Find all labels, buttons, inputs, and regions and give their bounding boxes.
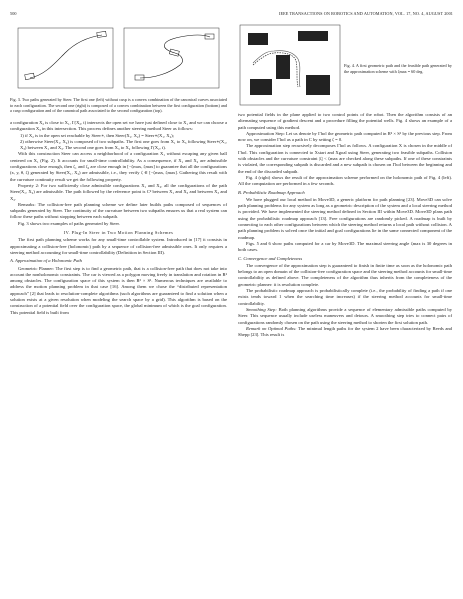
- fig3-left-car-start: [25, 73, 35, 79]
- paragraph: two potential fields in the plane applied to two control points of the robot. Then the algorithm consists of an alternating sequence of gradient descent and a procedure filling the potential wells. Fig. 4 shows an example of a path computed using this method.: [238, 112, 452, 130]
- fig4-obstacle: [276, 55, 290, 79]
- fig4-obstacle: [306, 75, 330, 95]
- paragraph-title: Smoothing Step:: [246, 306, 277, 312]
- fig3-left-frame: [18, 28, 113, 88]
- paragraph-body: Both planning algorithms provide a sequence of elementary admissible paths computed by Steer. This sequence usually include useless maneuvers and detours. A smoothing step tries to connect pairs of configurations randomly chosen on the path using the steering method to shorten the first solution path.: [238, 306, 453, 325]
- fig3-right-path: [140, 35, 210, 78]
- fig3-left-car-goal: [97, 31, 107, 37]
- paragraph: Fig. 3 shows two examples of paths generated by Steer.: [18, 220, 120, 226]
- steer-definition-list: [10, 133, 227, 152]
- paragraph: Figs. 5 and 6 show paths computed for a car by Move3D. The maximal steering angle ζmax is 30 degrees in both cases.: [238, 240, 452, 253]
- fig4-obstacle: [248, 33, 268, 45]
- figure-4-caption: Fig. 4. A first geometric path and the feasible path generated by the approximation scheme with ζmax = 60 deg.: [344, 63, 452, 74]
- left-column: [10, 23, 227, 316]
- paragraph-body: The minimal length paths for the system 2 have been characterized by Reeds and Shepp [23]. This result is: [238, 325, 452, 338]
- figure-4: [238, 23, 452, 109]
- running-header: [10, 11, 453, 19]
- paragraph: The convergence of the approximation step is guaranteed to finish in finite time as soon as the holonomic path belongs to an open domain of the collision-free configuration space and the steering method accounts for small-time controllability as defined above. The completeness of the algorithm thus inherits from the completeness of the geometric planner: it is resolution complete.: [238, 262, 452, 287]
- paragraph: The probabilistic roadmap approach is probabilistically complete (i.e., the probability of finding a path if one exists tends toward 1 when the searching time increases) if the steering method accounts for small-time controllability.: [238, 288, 452, 306]
- subsection-heading: A. Approximation of a Holonomic Path: [10, 258, 82, 264]
- paragraph: The approximation step recursively decomposes Γhol as follows. A configuration X is chosen in the middle of Γhol. This configuration is connected to Xstart and Xgoal using Steer, generating two feasible subpaths. Collision with obstacles and the curvature constraint |ζ| < ζmax are checked along these subpaths. If one of these constraints is violated, the corresponding subpath is discarded and a new subpath is chosen on Γhol between the beginning and the end of the discarded subpath.: [238, 143, 452, 174]
- paragraph: With this construction Steer can access a neighborhood of a configuration X₁ without escaping any given ball centered on X₁ (Fig. 2). It accounts for small-time controllability. As a consequence, if X₁ and X₂ are admissible configurations close enough, then ζ₁ and ζ₂ are close enough in [−ζmax, ζmax] to guarantee that all the configurations (x, y, θ, ζ) generated by Steer(X₁, X₂) are admissible, i.e., they verify ζ ∈ [−ζmax, ζmax]. Gathering this result with the curvature continuity result we get the following property.: [10, 151, 227, 182]
- subsection-heading: B. Probabilistic Roadmap Approach: [238, 189, 305, 195]
- figure-3-caption: Fig. 3. Two paths generated by Steer. The first one (left) without cusp is a convex combination of the canonical curves associated to each configuration. The second one (right) is composed of a convex combination between the first configuration (bottom) and a cusp configuration and of the canonical path associated to the second configuration (top).: [10, 97, 227, 114]
- fig3-right-car-start: [135, 75, 144, 80]
- page-number: 500: [10, 11, 17, 16]
- paragraph: Approximation Step: Let us denote by Γhol the geometric path computed in R² × S¹ by the previous step. From now on, we consider Γhol as a path in C by setting ζ = 0.: [238, 130, 452, 143]
- paragraph: [238, 326, 452, 339]
- fig4-obstacle: [250, 79, 272, 95]
- list-item: 1) if X₂ is in the open set reachable by Steer∗, then Steer(X₁, X₂) = Steer∗(X₁, X₂);: [20, 132, 174, 138]
- journal-title: IEEE TRANSACTIONS ON ROBOTICS AND AUTOMATION, VOL. 17, NO. 4, AUGUST 2001: [278, 11, 453, 16]
- section-heading: IV. Plug-In Steer in Two Motion Planning Schemes: [63, 230, 174, 236]
- paragraph: Fig. 4 (right) shows the result of the approximation scheme performed on the holonomic path of Fig. 4 (left). All the computation are performed in a few seconds.: [238, 174, 452, 187]
- paragraph: Remarks: The collision-free path planning scheme we define later builds paths composed of sequences of subpaths generated by Steer. The continuity of the curvature between two subpaths ensures us that a real system can follow these paths without stopping between each subpath.: [10, 201, 227, 220]
- fig4-obstacle: [298, 31, 328, 41]
- fig3-left-path: [30, 35, 102, 78]
- right-column: [238, 23, 452, 338]
- figure-4-graphic: [238, 23, 342, 107]
- subsection-heading: C. Convergence and Completeness: [238, 255, 303, 261]
- paragraph: The first path planning scheme works for any small-time controllable system. Introduced in [17] it consists in approximating a collision-free (holonomic) path by a sequence of collision-free admissible ones. It only requires a steering method accounting for small-time controllability (Definition in Section III).: [10, 237, 227, 255]
- list-item: 2) otherwise Steer(X₁, X₂) is composed of two subpaths. The first one goes from X₁ to X₃ following Steer∗(X₁, X₃) between X₁ and X₃. The second one goes from X₃ to X₂ following Γ(X₂, t).: [20, 138, 227, 151]
- paragraph-title: Remark on Optimal Paths:: [246, 325, 297, 331]
- figure-3-graphic: [10, 23, 227, 93]
- paragraph: Property 2: For two sufficiently close admissible configurations X₁ and X₂, all the configurations of the path Steer(X₁, X₂) are admissible. The path followed by the reference point is C² between X₁ and X₃ and between X₃ and X₂.: [10, 182, 227, 201]
- paragraph: We have plugged our local method in Move3D, a generic platform for path planning [23]. Move3D can solve path planning problems for any system as long as a geometric description of the system and a local steering method is provided. We have implemented the steering method defined in Section III within Move3D. Move3D plans path using the probabilistic roadmap approach [13]. Free configurations are randomly picked. A roadmap is built by connecting to each other configurations between which the steering method returns a local path without collision. A path planning problem is solved once the initial and goal configurations lie in the same connected component of the roadmap.: [238, 196, 452, 240]
- paragraph: a configuration X₂ is close to X₁, Γ(X₂, t) intersects the open set we have just defined close to X₁ and we can choose a configuration X₃ in this intersection. This process defines another steering method Steer as follows:: [10, 120, 227, 132]
- figure-3: [10, 23, 227, 117]
- paragraph: Geometric Planner: The first step is to find a geometric path, that is a collision-free path that does not take into account the nonholonomic constraints. The car is viewed as a polygon moving freely in translation and rotation in R² among obstacles. The configuration space of this system is then R² × S¹. Numerous techniques are available to address the motion planning problem in that case [16]. Among them we chose the “distributed representation approach” [2] that leads to resolution-complete algorithms (such algorithms are guaranteed to find a solution when a solution exists at a given resolution when modeling the search space by a grid). This algorithm is based on the construction of a potential field over the configuration space, the global minimum of which is the goal configuration. This potential field is built from: [10, 265, 227, 315]
- paragraph: [238, 307, 452, 326]
